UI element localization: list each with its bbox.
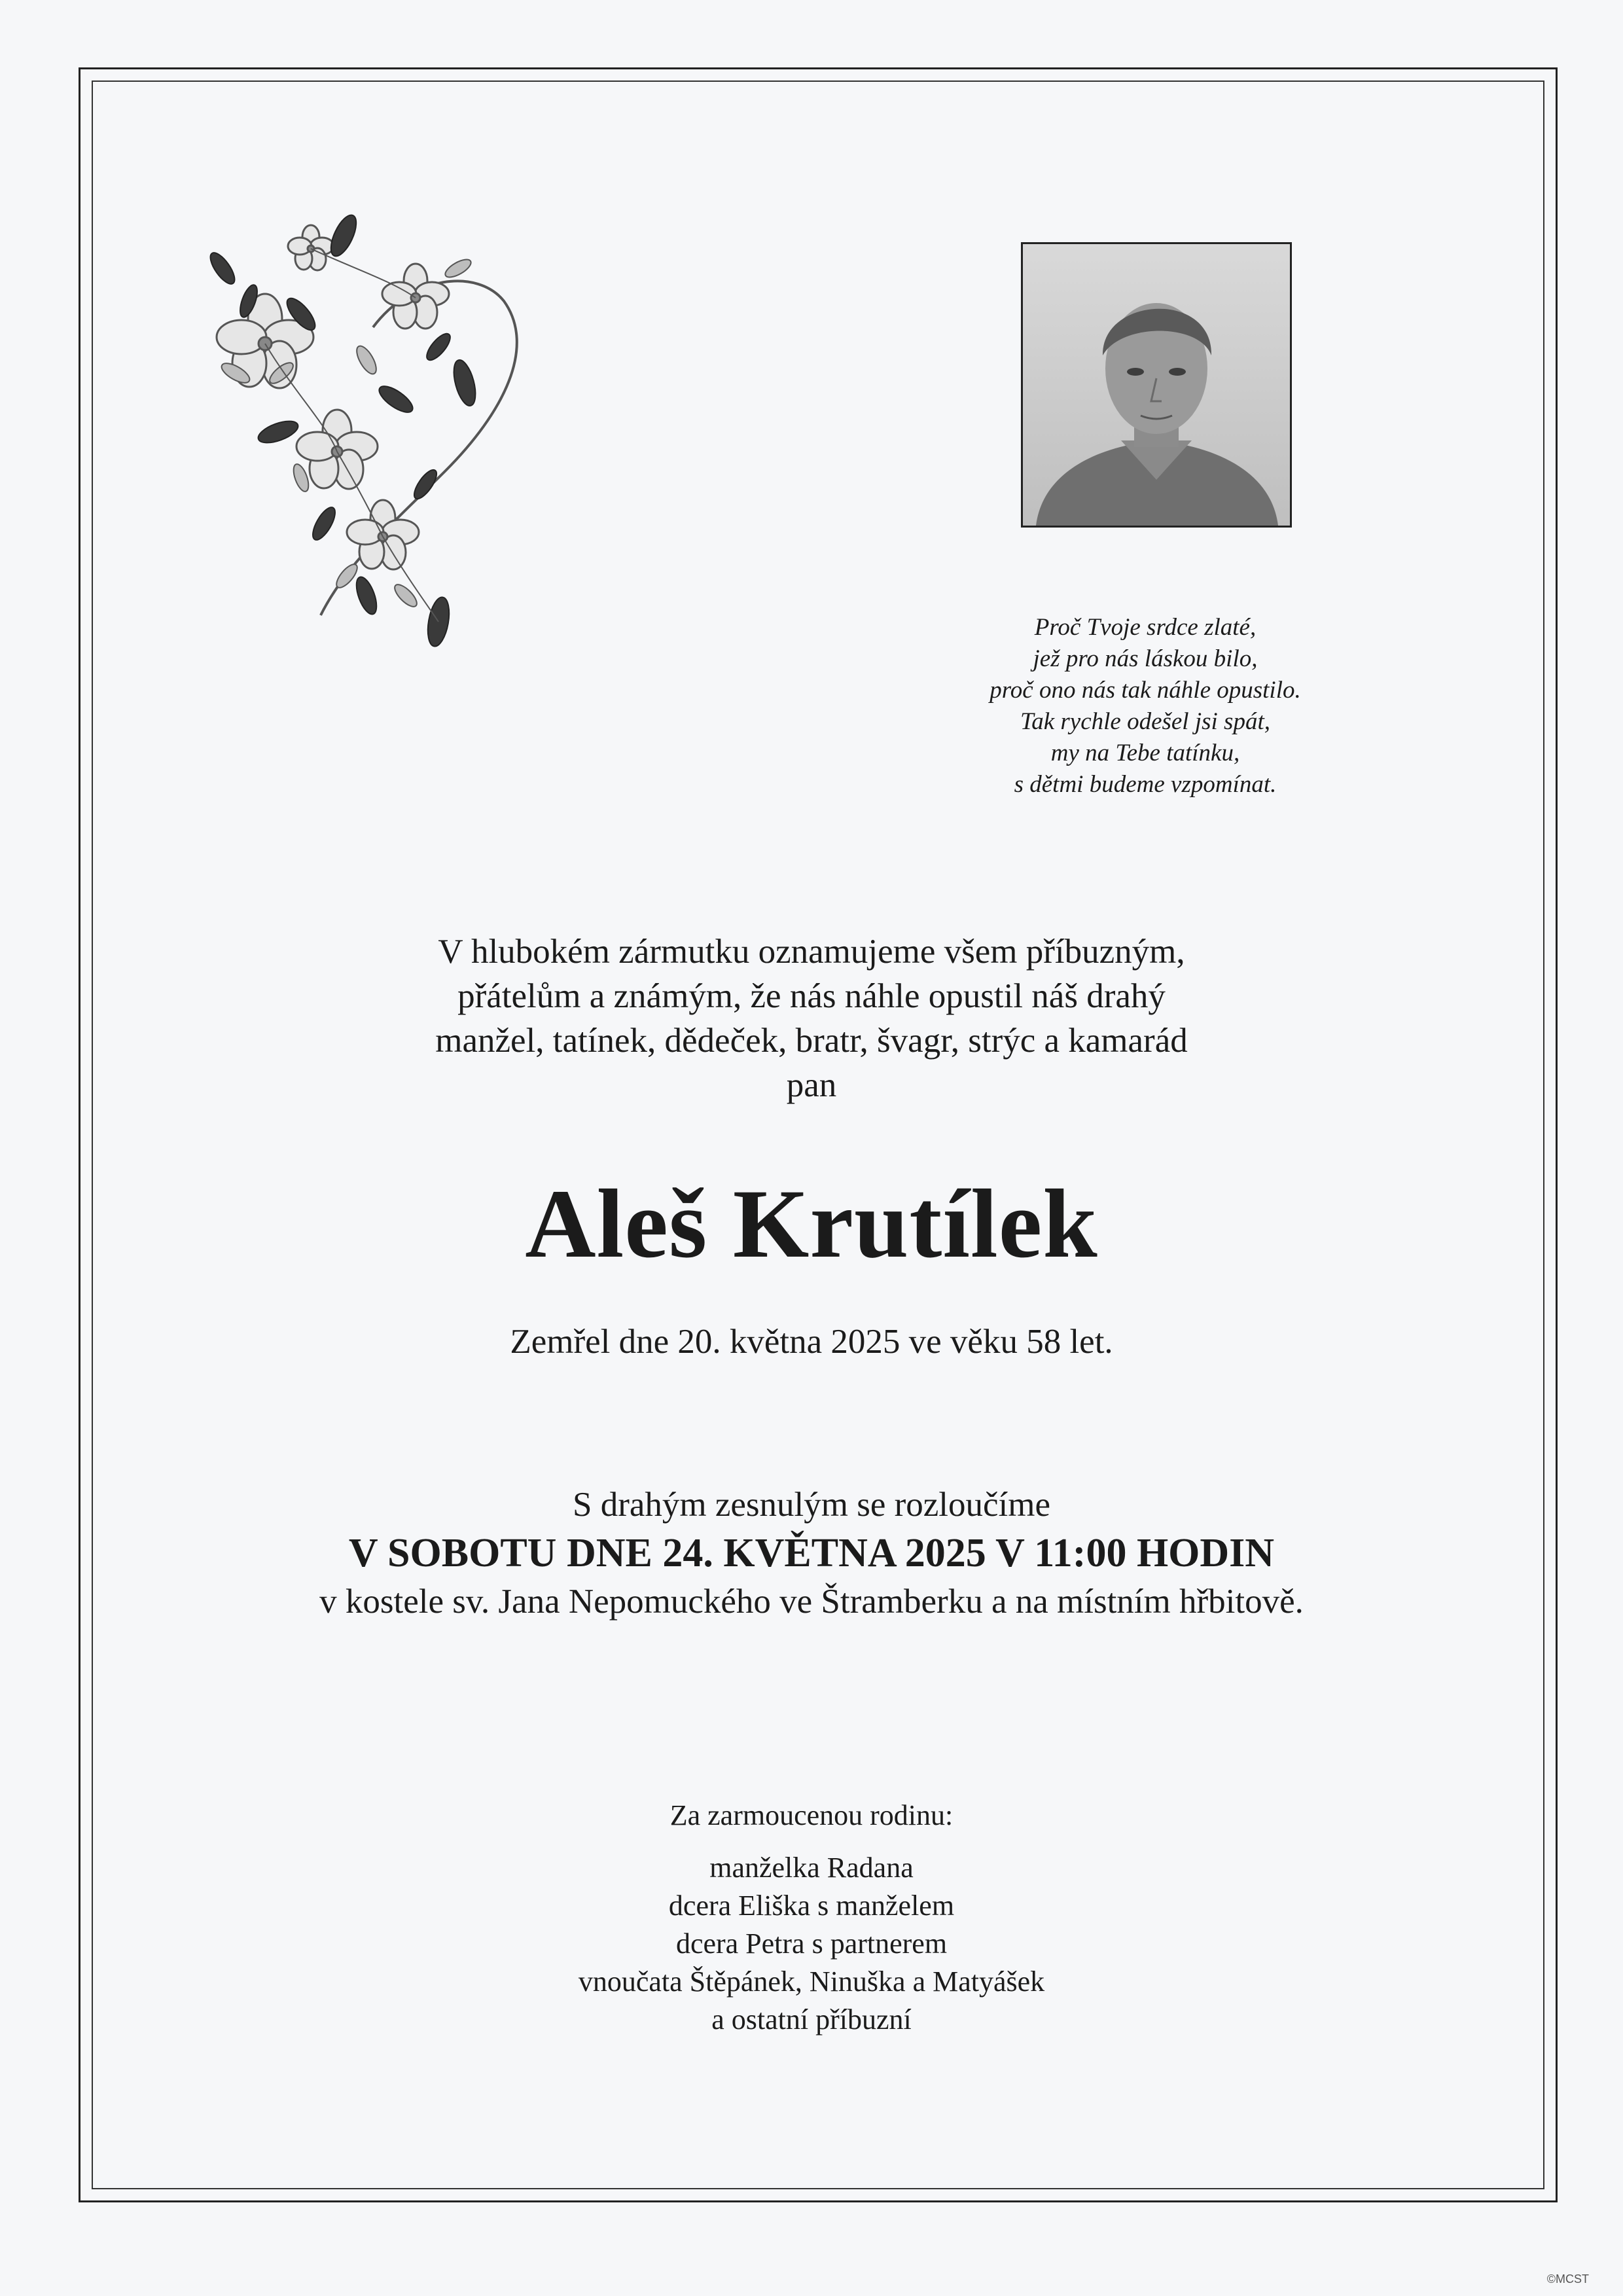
funeral-place: v kostele sv. Jana Nepomuckého ve Štramberku a na místním hřbitově.	[319, 1583, 1304, 1621]
farewell-intro: S drahým zesnulým se rozloučíme	[572, 1486, 1051, 1524]
poem-line: my na Tebe tatínku,	[1050, 740, 1240, 766]
family-member: dcera Eliška s manželem	[668, 1890, 955, 1922]
portrait-photo	[1021, 242, 1292, 528]
funeral-date: V SOBOTU DNE 24. KVĚTNA 2025 V 11:00 HODIN	[348, 1531, 1275, 1575]
family-list	[196, 1797, 1427, 2039]
farewell-info	[196, 1482, 1427, 1624]
announcement-line: manžel, tatínek, dědeček, bratr, švagr, strýc a kamarád	[435, 1022, 1188, 1060]
death-date-line: Zemřel dne 20. května 2025 ve věku 58 let.	[510, 1323, 1113, 1361]
floral-heart-icon	[196, 196, 668, 681]
poem-line: jež pro nás láskou bilo,	[1033, 645, 1258, 672]
poem-line: s dětmi budeme vzpomínat.	[1014, 771, 1277, 798]
family-heading: Za zarmoucenou rodinu:	[669, 1799, 954, 1831]
deceased-name: Aleš Krutílek	[525, 1170, 1098, 1278]
copyright-mark: ©MCST	[1546, 2272, 1589, 2286]
poem	[916, 612, 1374, 800]
family-member: manželka Radana	[709, 1852, 914, 1884]
family-member: vnoučata Štěpánek, Ninuška a Matyášek	[578, 1965, 1045, 1998]
announcement-line: pan	[786, 1066, 837, 1104]
family-member: a ostatní příbuzní	[711, 2003, 912, 2036]
portrait-image-icon	[1023, 244, 1290, 526]
announcement-text	[196, 929, 1427, 1107]
announcement-line: přátelům a známým, že nás náhle opustil náš drahý	[457, 977, 1166, 1015]
poem-line: Proč Tvoje srdce zlaté,	[1034, 614, 1257, 641]
poem-line: proč ono nás tak náhle opustilo.	[990, 677, 1301, 704]
poem-line: Tak rychle odešel jsi spát,	[1020, 708, 1270, 735]
announcement-line: V hlubokém zármutku oznamujeme všem příbuzným,	[438, 933, 1185, 971]
family-member: dcera Petra s partnerem	[675, 1928, 948, 1960]
